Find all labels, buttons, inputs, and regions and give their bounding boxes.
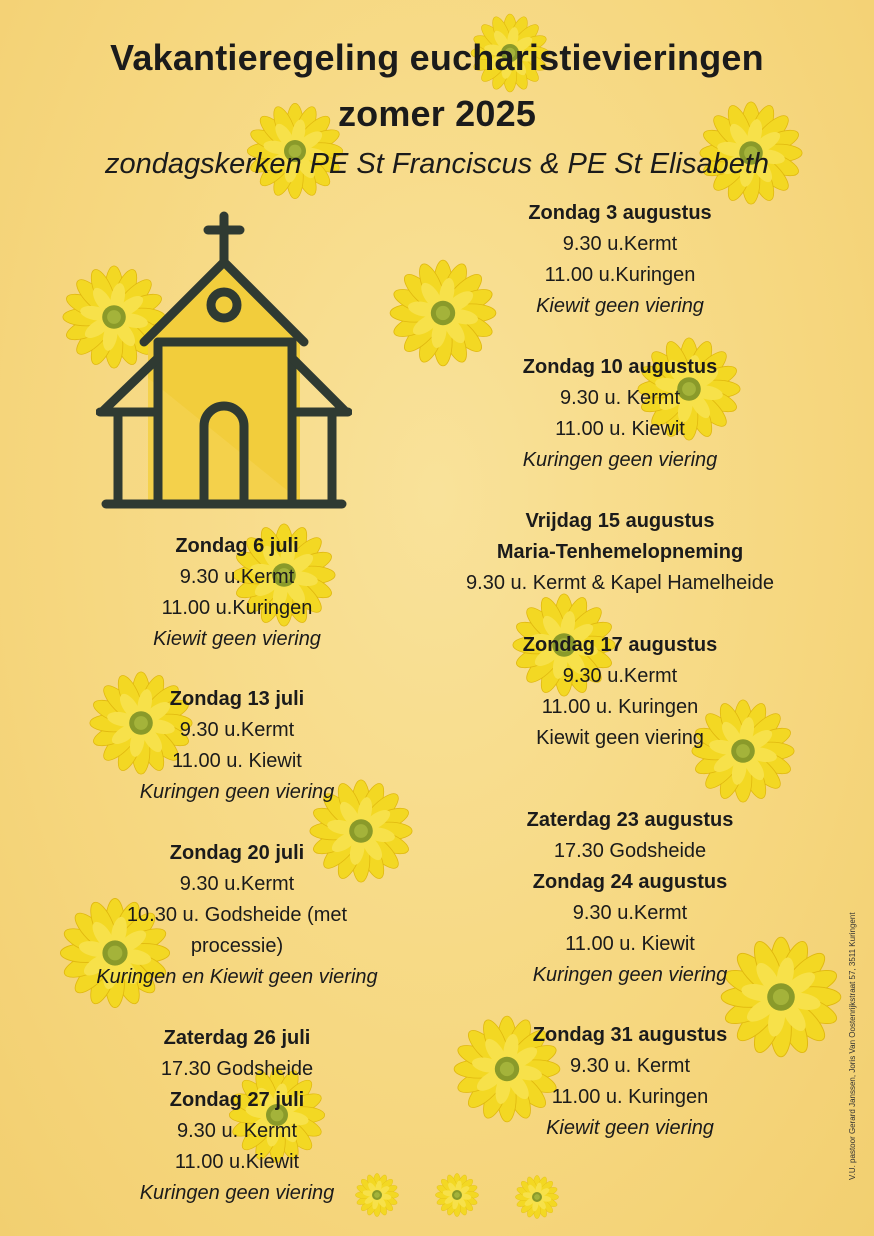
schedule-line: 17.30 Godsheide — [553, 840, 707, 862]
schedule-day: Zondag 24 augustus — [532, 871, 728, 893]
schedule-note: Kuringen geen viering — [139, 781, 335, 803]
schedule-line: 17.30 Godsheide — [160, 1058, 314, 1080]
schedule-block-31-augustus — [440, 1020, 820, 1144]
schedule-block-20-juli — [62, 838, 412, 993]
schedule-line: 11.00 u. Kuringen — [541, 696, 699, 718]
schedule-block-26-27-juli — [62, 1023, 412, 1209]
schedule-day: Zondag 31 augustus — [532, 1024, 728, 1046]
schedule-note: Kiewit geen viering — [546, 1117, 714, 1139]
page-title-year: zomer 2025 — [337, 93, 537, 134]
schedule-block-6-juli — [62, 531, 412, 655]
schedule-line: 11.00 u.Kiewit — [174, 1151, 300, 1173]
schedule-line: 9.30 u.Kermt — [179, 873, 295, 895]
schedule-line: 11.00 u. Kiewit — [565, 933, 695, 955]
schedule-note: Kiewit geen viering — [153, 628, 321, 650]
schedule-day: Zondag 10 augustus — [522, 356, 718, 378]
schedule-line: Kiewit geen viering — [536, 727, 704, 749]
schedule-block-13-juli — [62, 684, 412, 808]
schedule-day: Vrijdag 15 augustus — [525, 510, 715, 532]
schedule-line: 10.30 u. Godsheide (met — [126, 904, 348, 926]
schedule-line: 11.00 u.Kuringen — [544, 264, 696, 286]
schedule-day: Zaterdag 23 augustus — [526, 809, 734, 831]
schedule-line: 9.30 u. Kermt & Kapel Hamelheide — [466, 572, 774, 594]
schedule-block-10-augustus — [430, 352, 810, 476]
schedule-note: Kuringen geen viering — [522, 449, 718, 471]
schedule-day: Zondag 13 juli — [169, 688, 305, 710]
publisher-note: V.U. pastoor Gerard Janssen, Joris Van Oostenrijkstraat 57, 3511 Kuringent — [848, 912, 857, 1180]
schedule-line: 11.00 u. Kiewit — [172, 750, 302, 772]
schedule-line: 11.00 u.Kuringen — [161, 597, 313, 619]
page-subtitle: zondagskerken PE St Franciscus & PE St Elisabeth — [104, 148, 770, 180]
flower-icon — [512, 1172, 562, 1222]
schedule-line: 9.30 u.Kermt — [179, 719, 295, 741]
schedule-block-17-augustus — [430, 630, 810, 754]
schedule-day: Zaterdag 26 juli — [163, 1027, 311, 1049]
schedule-line: 9.30 u. Kermt — [569, 1055, 691, 1077]
schedule-line: 9.30 u.Kermt — [572, 902, 688, 924]
schedule-day: Zondag 17 augustus — [522, 634, 718, 656]
schedule-day: Zondag 27 juli — [169, 1089, 305, 1111]
schedule-day: Zondag 20 juli — [169, 842, 305, 864]
schedule-feast: Maria-Tenhemelopneming — [496, 541, 744, 563]
schedule-line: 11.00 u. Kuringen — [551, 1086, 709, 1108]
flower-icon — [432, 1170, 482, 1220]
schedule-line: 11.00 u. Kiewit — [555, 418, 685, 440]
schedule-line: 9.30 u.Kermt — [179, 566, 295, 588]
schedule-note: Kiewit geen viering — [536, 295, 704, 317]
schedule-line: 9.30 u.Kermt — [562, 233, 678, 255]
church-icon — [96, 208, 352, 514]
schedule-block-15-augustus — [410, 506, 830, 599]
page-title: Vakantieregeling eucharistievieringen — [110, 37, 764, 78]
schedule-day: Zondag 3 augustus — [528, 202, 712, 224]
schedule-line: 9.30 u. Kermt — [176, 1120, 298, 1142]
schedule-note: Kuringen en Kiewit geen viering — [96, 966, 378, 988]
schedule-day: Zondag 6 juli — [175, 535, 299, 557]
schedule-line: 9.30 u. Kermt — [559, 387, 681, 409]
schedule-block-3-augustus — [430, 198, 810, 322]
schedule-note: Kuringen geen viering — [139, 1182, 335, 1204]
schedule-line: 9.30 u.Kermt — [562, 665, 678, 687]
schedule-line: processie) — [190, 935, 284, 957]
schedule-block-23-24-augustus — [430, 805, 830, 991]
schedule-note: Kuringen geen viering — [532, 964, 728, 986]
